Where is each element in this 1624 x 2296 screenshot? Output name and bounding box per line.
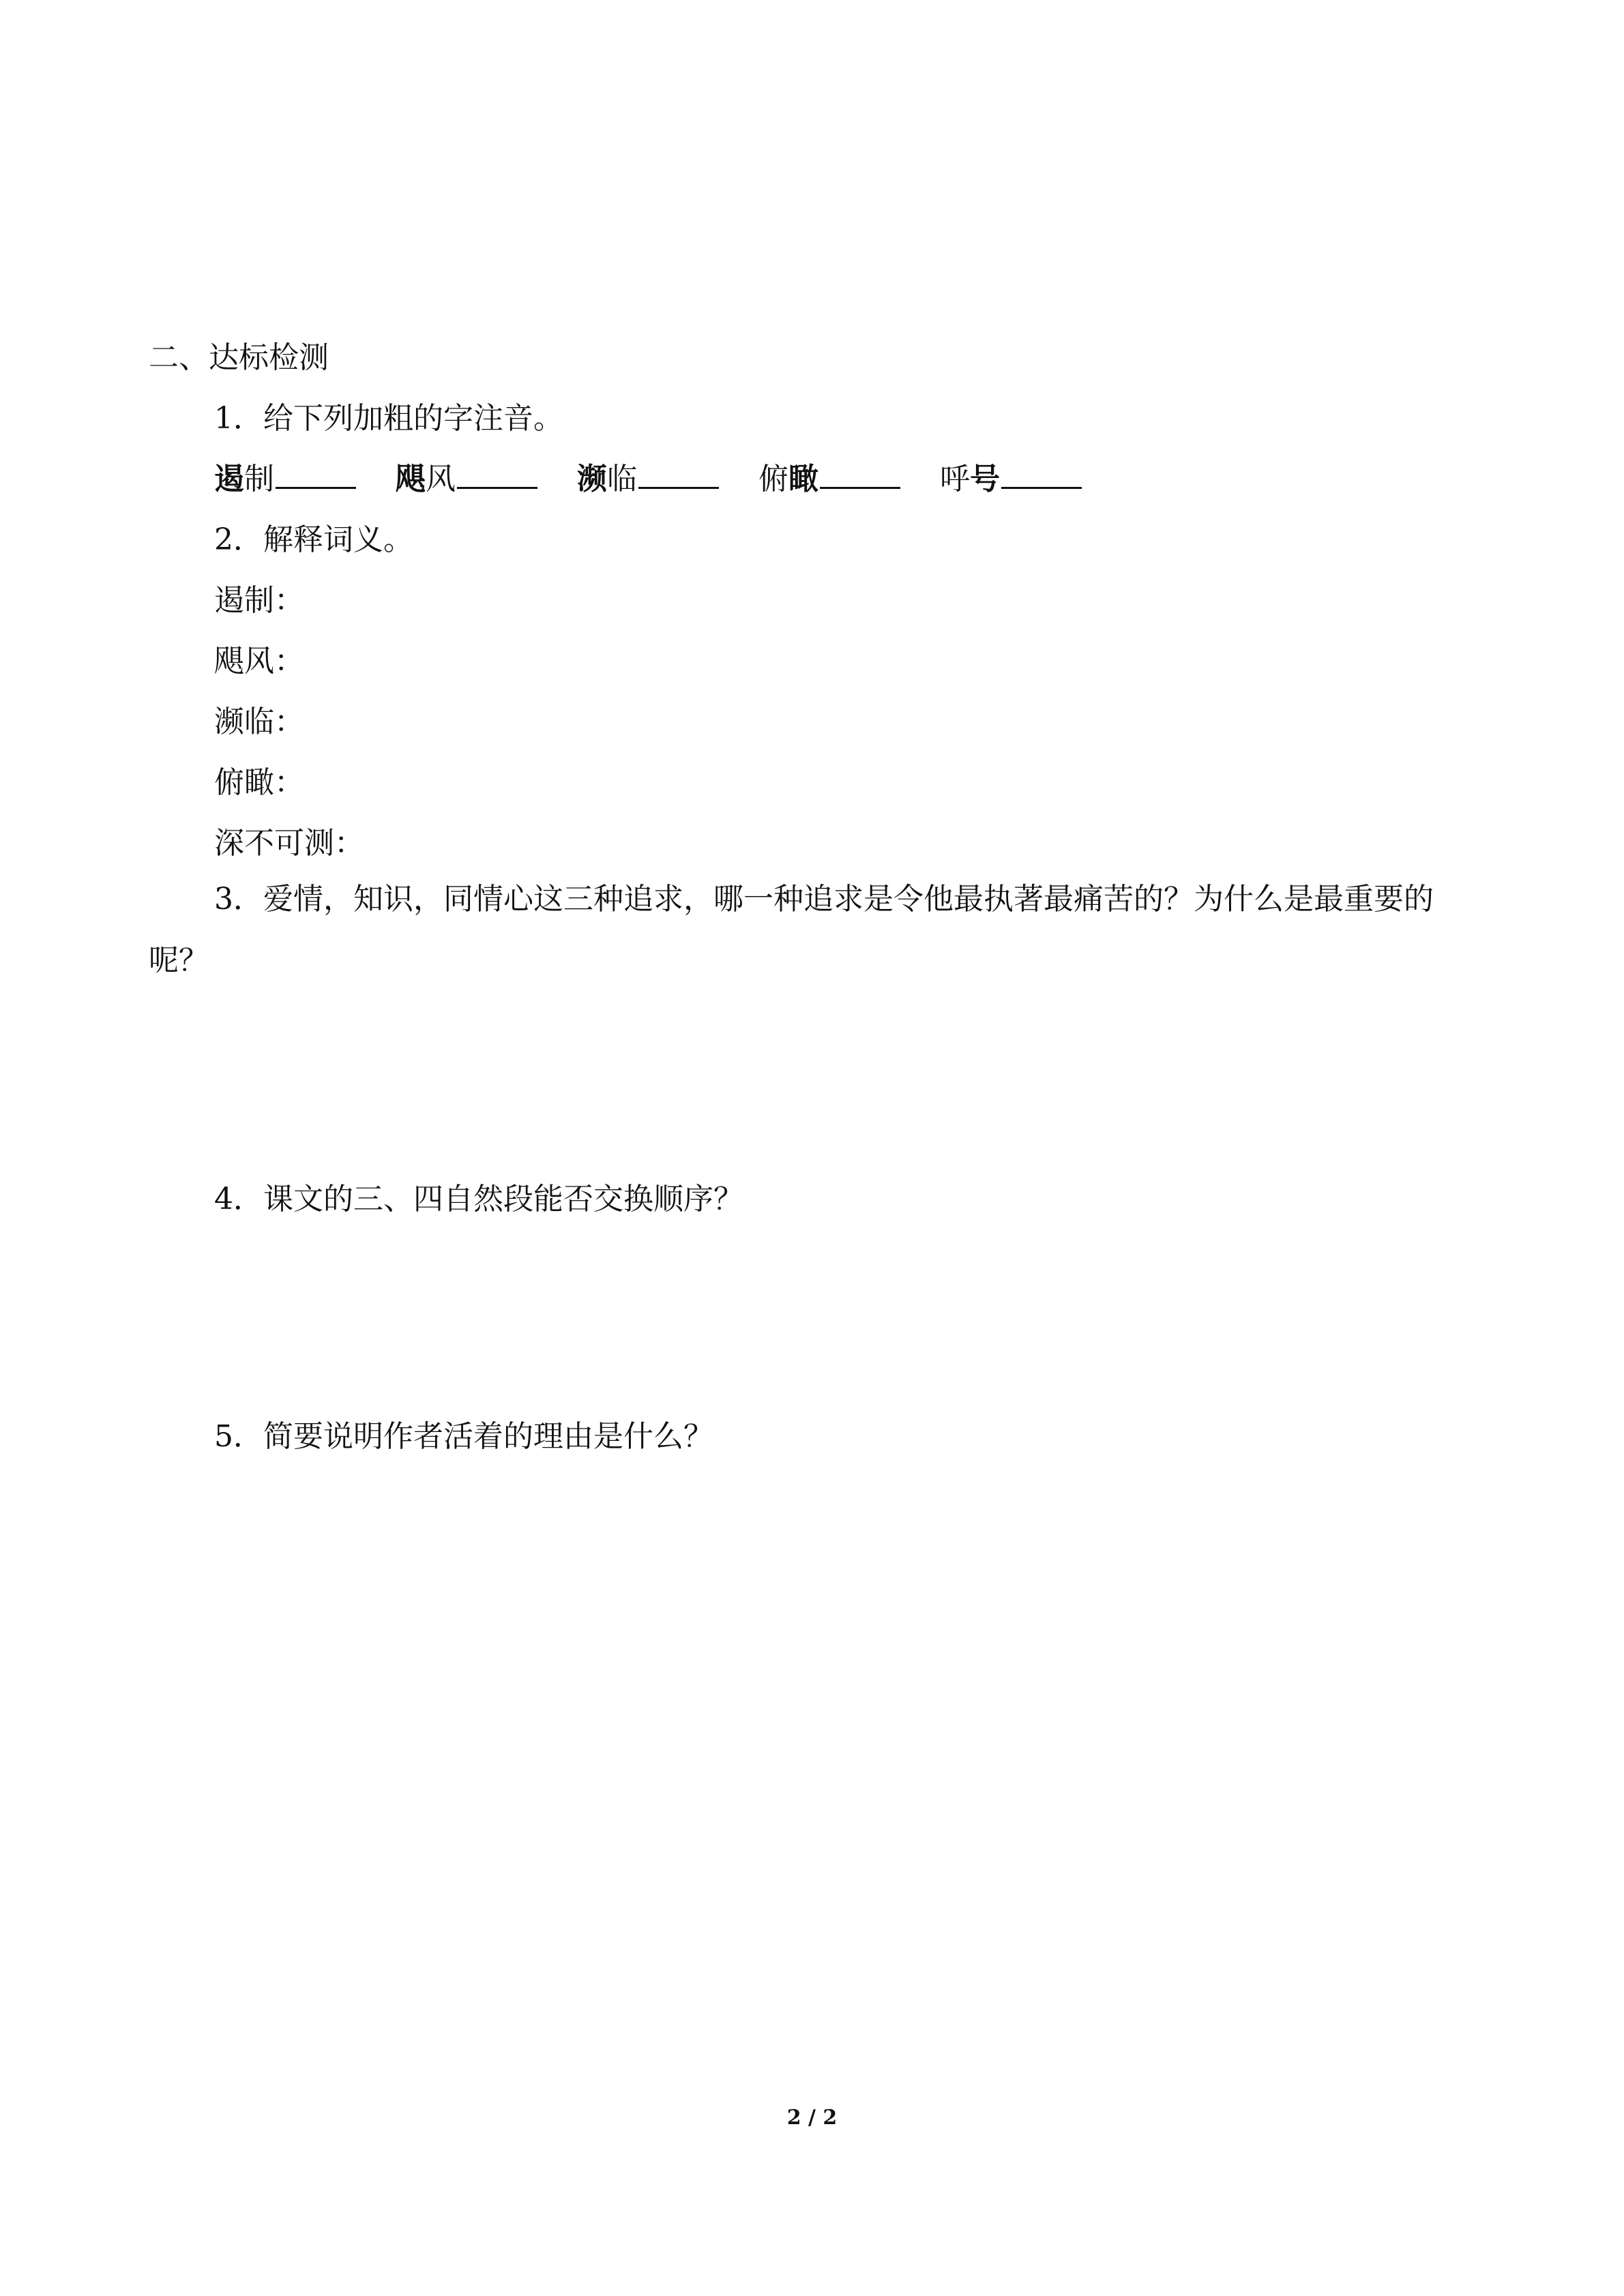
- q3-text: 3．爱情，知识，同情心这三种追求，哪一种追求是令他最执著最痛苦的？为什么是最重要的呢？: [149, 882, 1434, 978]
- q2-term-2: 飓风：: [214, 644, 304, 679]
- answer-blank[interactable]: [1001, 484, 1082, 489]
- section-title: 二、达标检测: [149, 340, 329, 375]
- q1-item-2: 飓风: [396, 460, 537, 498]
- q2-prompt: 2．解释词义。: [214, 522, 413, 557]
- q1-item-3: 濒临: [577, 460, 719, 498]
- q1-item-4: 俯瞰: [758, 460, 900, 498]
- q2-term-1: 遏制：: [214, 583, 304, 618]
- q4-text: 4．课文的三、四自然段能否交换顺序？: [214, 1182, 743, 1217]
- q2-term-5: 深不可测：: [214, 826, 364, 861]
- q2-term-4: 俯瞰：: [214, 765, 304, 800]
- q1-item-1: 遏制: [214, 460, 356, 498]
- answer-blank[interactable]: [638, 484, 719, 489]
- answer-blank[interactable]: [820, 484, 900, 489]
- page-number: 2 / 2: [786, 2106, 838, 2130]
- q1-prompt: 1．给下列加粗的字注音。: [214, 401, 563, 436]
- q2-term-3: 濒临：: [214, 704, 304, 739]
- q5-text: 5．简要说明作者活着的理由是什么？: [214, 1419, 713, 1454]
- answer-blank[interactable]: [457, 484, 537, 489]
- answer-blank[interactable]: [276, 484, 356, 489]
- q1-item-5: 呼号: [940, 460, 1082, 498]
